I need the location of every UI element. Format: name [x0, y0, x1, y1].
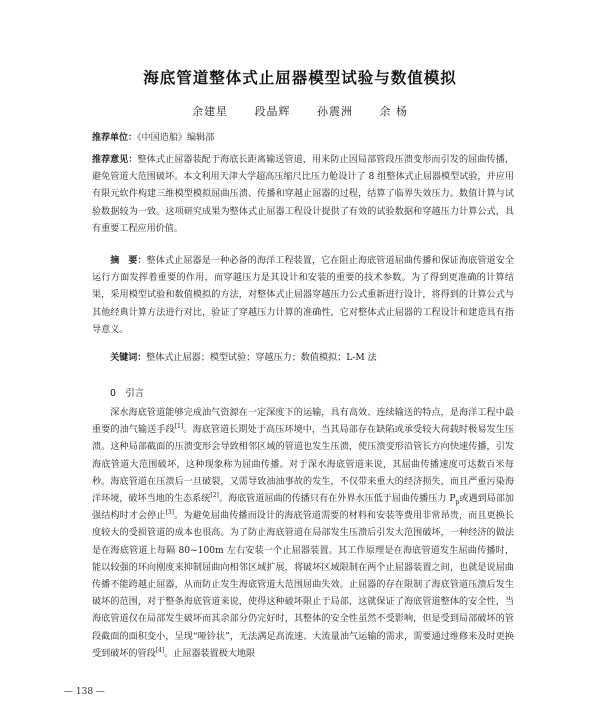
subscript: p: [455, 498, 460, 506]
body-paragraph: [92, 405, 514, 663]
body-text: 深水海底管道能够完成油气资源在一定深度下的运输，具有高效、连续输送的特点，是海洋工程中最重要的油气输送手段: [92, 408, 514, 436]
body-text: 。海底管道屈曲的传播只有在外界水压低于屈曲传播压力 P: [218, 494, 456, 505]
author-name: 孙震洲: [317, 105, 353, 118]
section-heading: 0 引言: [110, 388, 145, 399]
body-text: 或遇到局部加强结构时才会停止: [92, 494, 514, 522]
reference-mark: [1]: [174, 423, 184, 431]
recommend-unit: [92, 130, 514, 147]
body-text: 。为避免屈曲传播而设计的海底管道需要的材料和安装等费用非常昂贵，而且更换长度较大的受损管道的成本也很高。为了防止海底管道在局部发生压溃后引发大范围破坏，一种经济的做法是在海底管道上每隔 80~100m 左右安装一个止屈器装置。其工作原理是在海底管道发生屈曲传播时，能以较强的环向刚度来抑制屈曲向相邻区域扩展，将破坏区域限制在两个止屈器装置之间，也就是说屈曲传播不能跨越止屈器，从而防止发生海底管道大范围屈曲失效。止屈器的存在限制了海底管道压溃后发生破坏的范围，对于整条海底管道来说，使得这种破坏限止于局部，这就保证了海底管道整体的安全性，当海底管道仅在局部发生破坏而其余部分仍完好时，其整体的安全性虽然不受影响，但是受到局部破坏的管段截面的面积变小，呈现“哑铃状”，无法满足高流速、大流量油气运输的需求，需要通过维修来及时更换受到破坏的管段: [92, 511, 514, 659]
recommend-unit-text: 《中国造船》编辑部: [137, 133, 215, 143]
author-name: 余建星: [192, 105, 228, 118]
abstract-text: 整体式止屈器是一种必备的海洋工程装置，它在阻止海底管道屈曲传播和保证海底管道安全运行方面发挥着重要的作用，而穿越压力是其设计和安装的重要的技术参数。为了得到更准确的计算结果，采用模型试验和数值模拟的方法，对整体式止屈器穿越压力公式重新进行设计，将得到的计算公式与其他经典计算方法进行对比，验证了穿越压力计算的准确性，它对整体式止屈器的工程设计和建造具有指导意义。: [92, 256, 514, 335]
author-name: 段晶辉: [254, 105, 291, 118]
author-name: 余 杨: [379, 105, 408, 118]
paper-title: 海底管道整体式止屈器模型试验与数值模拟: [143, 69, 457, 87]
reference-mark: [4]: [155, 646, 165, 654]
keywords-label: 关键词：: [110, 353, 147, 363]
keywords: [92, 350, 514, 367]
abstract-label: 摘 要：: [110, 256, 147, 266]
keywords-text: 整体式止屈器；模型试验；穿越压力；数值模拟；L-M 法: [146, 353, 377, 363]
author-list: [0, 103, 600, 119]
reference-mark: [2]: [210, 491, 219, 499]
recommend-opinion-label: 推荐意见：: [92, 155, 138, 165]
body-text: 。海底管道长期处于高压环境中，当其局部存在缺陷或承受较大荷载时极易发生压溃。这种局部截面的压溃变形会导致相邻区域的管道也发生压溃，使压溃变形沿管长方向快速传播，引发海底管道大范围破坏，这种现象称为屈曲传播。对于深水海底管道来说，其屈曲传播速度可达数百米每秒。海底管道在压溃后一旦破裂，又需导致油油事故的发生，不仅带来重大的经济损失，而且严重污染海洋环境，破坏当地的生态系统: [92, 425, 514, 505]
page-number: — 138 —: [64, 687, 105, 697]
reference-mark: [3]: [165, 509, 175, 517]
recommend-opinion-text: 整体式止屈器装配于海底长距离输送管道，用来防止因局部管段压溃变形而引发的屈曲传播，避免管道大范围破坏。本文利用天津大学超高压缩尺比压力舱设计了 8 组整体式止屈器模型试验，并应用有限元软件构建三维模型模拟屈曲压溃、传播和穿越止屈器的过程，结算了临界失效压力。数值计算与试验数据较为一致。这项研究成果为整体式止屈器工程设计提供了有效的试验数据和穿越压力计算公式，具有重要工程应用价值。: [92, 155, 514, 234]
body-text: 。止屈器装置极大地限: [164, 648, 256, 659]
recommend-unit-label: 推荐单位：: [92, 133, 138, 143]
abstract: [92, 253, 514, 339]
recommend-opinion: [92, 152, 514, 238]
